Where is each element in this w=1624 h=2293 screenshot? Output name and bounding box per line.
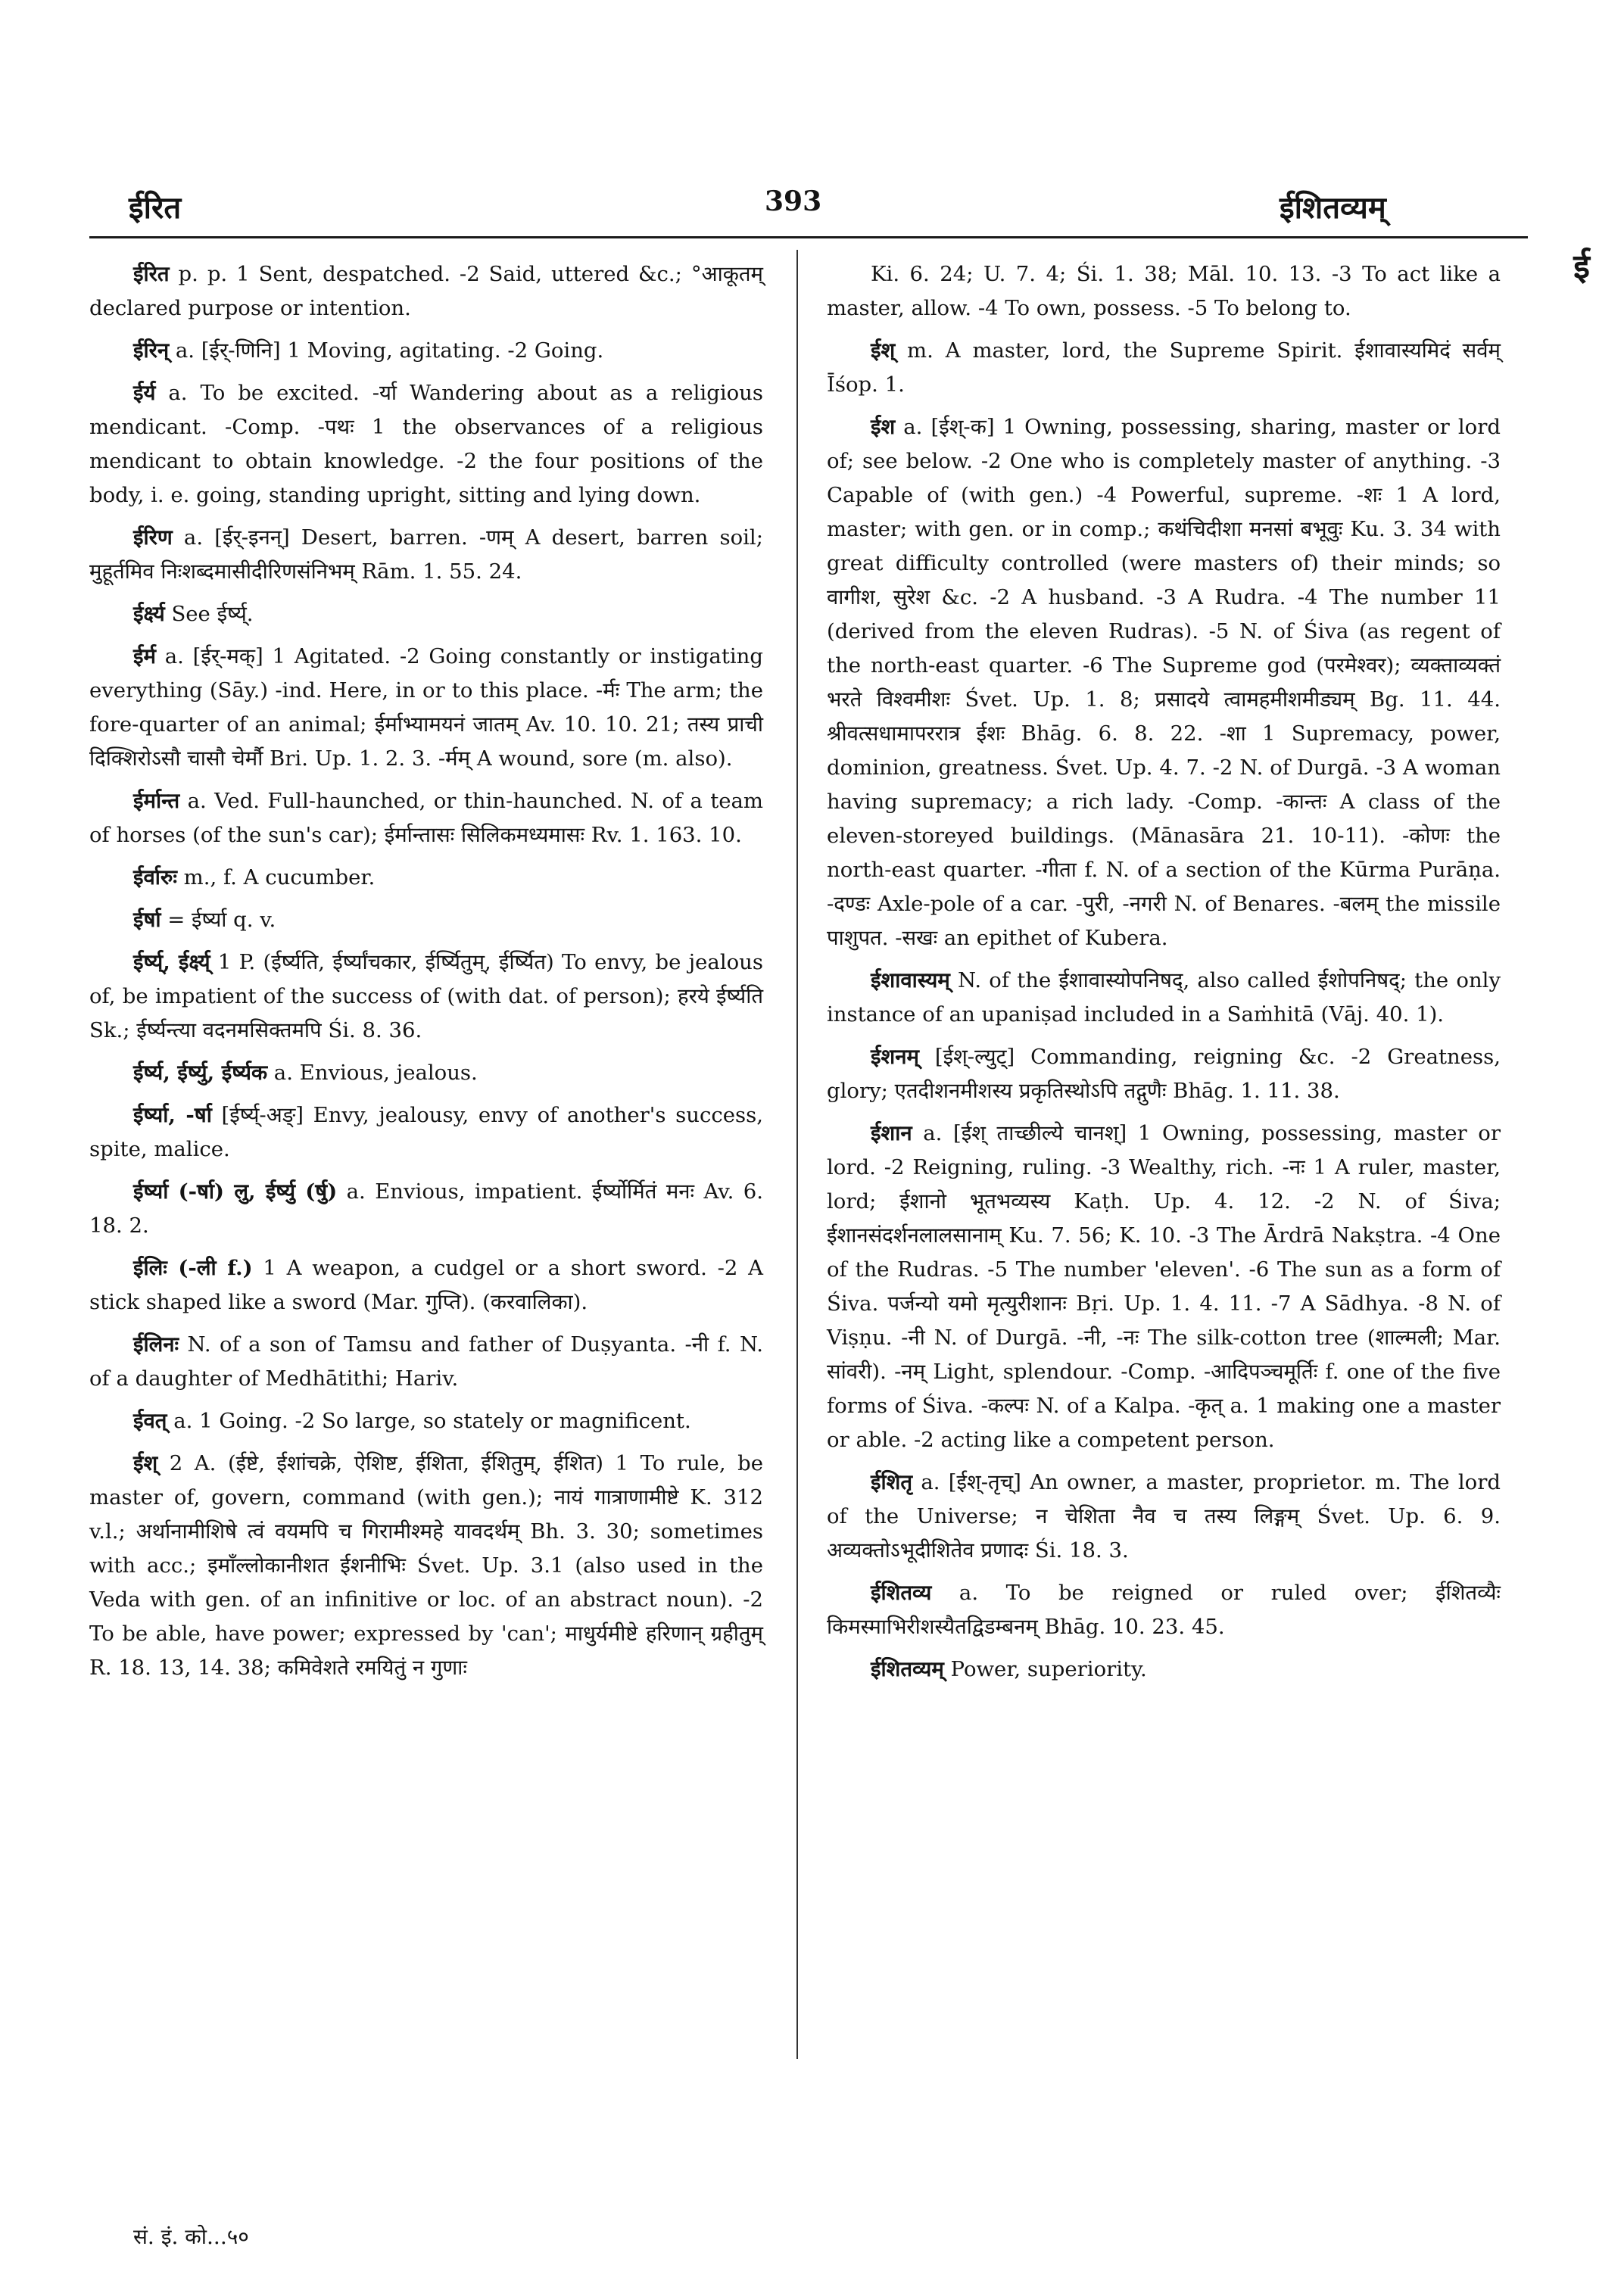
entry-definition: N. of the ईशावास्योपनिषद्, also called ईशोपनिषद्; the only instance of an upaniṣad included in a Saṁhitā (Vāj. 40. 1). (827, 968, 1501, 1027)
entry-headword: ईर्क्ष्य (133, 602, 165, 626)
entry-definition: m., f. A cucumber. (176, 865, 376, 889)
entry-definition: 1 A weapon, a cudgel or a short sword. -2 A stick shaped like a sword (Mar. गुप्ति). (करवालिका). (89, 1256, 763, 1314)
entry-definition: 1 P. (ईर्ष्यति, ईर्ष्यांचकार, ईर्ष्यितुम्, ईर्ष्यित) To envy, be jealous of, be impatient of the success of (with dat. of person); हरये ईर्ष्यति Sk.; ईर्ष्यन्त्या वदनमसिक्तमपि Śi. 8. 36. (89, 950, 763, 1042)
entry-headword: ईशान (871, 1121, 912, 1145)
entry-headword: ईर्वारुः (133, 865, 177, 889)
dictionary-entry (827, 1117, 1501, 1457)
entry-paragraph (827, 1466, 1501, 1568)
entry-headword: ईशितव्य (871, 1581, 932, 1605)
entry-headword: ईर्ष्य्, ईर्क्ष्य् (133, 950, 210, 974)
entry-paragraph (827, 257, 1501, 326)
dictionary-entry (89, 1328, 763, 1396)
entry-paragraph (89, 1404, 763, 1438)
dictionary-entry (89, 640, 763, 776)
entry-headword: ईशावास्यम् (871, 968, 950, 992)
dictionary-entry (89, 1251, 763, 1319)
entry-paragraph (827, 1040, 1501, 1108)
entry-definition: [ईश्-ल्युट्] Commanding, reigning &c. -2 Greatness, glory; एतदीशनमीशस्य प्रकृतिस्थोऽपि तद्गुणैः Bhāg. 1. 11. 38. (827, 1045, 1501, 1103)
dictionary-entry (89, 1175, 763, 1243)
entry-definition: See ईर्ष्य्. (164, 602, 254, 626)
entry-paragraph (89, 1098, 763, 1167)
dictionary-entry (827, 964, 1501, 1032)
entry-paragraph (89, 334, 763, 368)
entry-definition: Ki. 6. 24; U. 7. 4; Śi. 1. 38; Māl. 10. 13. -3 To act like a master, allow. -4 To own, possess. -5 To belong to. (827, 262, 1501, 320)
left-guide-word: ईरित (129, 190, 182, 226)
entry-paragraph (89, 946, 763, 1048)
entry-paragraph (827, 334, 1501, 402)
entry-definition: N. of a son of Tamsu and father of Duṣyanta. -नी f. N. of a daughter of Medhātithi; Hariv. (89, 1332, 763, 1391)
thumb-index-tab: ई (1573, 248, 1590, 286)
page-number: 393 (765, 185, 822, 217)
dictionary-entry (827, 1040, 1501, 1108)
entry-headword: ईरिन् (133, 338, 170, 363)
dictionary-entry (89, 861, 763, 895)
entry-headword: ईर्ष्य, ईर्ष्यु, ईर्ष्यक (133, 1061, 268, 1085)
entry-paragraph (89, 1251, 763, 1319)
entry-paragraph (89, 597, 763, 631)
entry-definition: = ईर्ष्या q. v. (161, 908, 276, 932)
dictionary-entry (89, 376, 763, 512)
entry-headword: ईशनम् (871, 1045, 919, 1069)
entry-paragraph (89, 861, 763, 895)
entry-definition: a. [ईश् ताच्छील्ये चानश्] 1 Owning, possessing, master or lord. -2 Reigning, ruling. -3 Wealthy, rich. -नः 1 A ruler, master, lord; ईशानो भूतभव्यस्य Kaṭh. Up. 4. 12. -2 N. of Śiva; ईशानसंदर्शनलालसानाम् Ku. 7. 56; K. 10. -3 The Ārdrā Nakṣtra. -4 One of the Rudras. -5 The number 'eleven'. -6 The sun as a form of Śiva. पर्जन्यो यमो मृत्युरीशानः Bṛi. Up. 1. 4. 11. -7 A Sādhya. -8 N. of Viṣṇu. -नी N. of Durgā. -नी, -नः The silk-cotton tree (शाल्मली; Mar. सांवरी). -नम् Light, splendour. -Comp. -आदिपञ्चमूर्तिः f. one of the five forms of Śiva. -कल्पः N. of a Kalpa. -कृत् a. 1 making one a master or able. -2 acting like a competent person. (827, 1121, 1501, 1452)
entry-definition: a. [ईर्-इनन्] Desert, barren. -णम् A desert, barren soil; मुहूर्तमिव निःशब्दमासीदीरिणसंनिभम् Rām. 1. 55. 24. (89, 525, 763, 584)
entry-definition: a. [ईर्-मक्] 1 Agitated. -2 Going constantly or instigating everything (Sāy.) -ind. Here, in or to this place. -र्मः The arm; the fore-quarter of an animal; ईर्माभ्यामयनं जातम् Av. 10. 10. 21; तस्य प्राची दिक्शिरोऽसौ चासौ चेर्मौ Bri. Up. 1. 2. 3. -र्मम् A wound, sore (m. also). (89, 644, 763, 771)
entry-definition: a. [ईर्-णिनि] 1 Moving, agitating. -2 Going. (169, 338, 604, 363)
dictionary-entry (89, 1447, 763, 1685)
entry-paragraph (89, 1447, 763, 1685)
entry-paragraph (89, 903, 763, 937)
entry-headword: ईवत् (133, 1409, 167, 1433)
entry-headword: ईश् (871, 338, 896, 363)
entry-definition: a. [ईश्-क] 1 Owning, possessing, sharing, master or lord of; see below. -2 One who is completely master of anything. -3 Capable of (with gen.) -4 Powerful, supreme. -शः 1 A lord, master; with gen. or in comp.; कथंचिदीशा मनसां बभूवुः Ku. 3. 34 with great difficulty controlled (were masters of) their minds; so वागीश, सुरेश &c. -2 A husband. -3 A Rudra. -4 The number 11 (derived from the eleven Rudras). -5 N. of Śiva (as regent of the north-east quarter. -6 The Supreme god (परमेश्वर); व्यक्ताव्यक्तं भरते विश्वमीशः Śvet. Up. 1. 8; प्रसादये त्वामहमीशमीड्यम् Bg. 11. 44. श्रीवत्सधामापररात्र ईशः Bhāg. 6. 8. 22. -शा 1 Supremacy, power, dominion, greatness. Śvet. Up. 4. 7. -2 N. of Durgā. -3 A woman having supremacy; a rich lady. -Comp. -कान्तः A class of the eleven-storeyed buildings. (Mānasāra 21. 10-11). -कोणः the north-east quarter. -गीता f. N. of a section of the Kūrma Purāṇa. -दण्डः Axle-pole of a car. -पुरी, -नगरी N. of Benares. -बलम् the missile पाशुपत. -सखः an epithet of Kubera. (827, 415, 1501, 950)
dictionary-entry (89, 257, 763, 326)
entry-paragraph (827, 1576, 1501, 1644)
entry-definition: a. Ved. Full-haunched, or thin-haunched. N. of a team of horses (of the sun's car); ईर्मान्तासः सिलिकमध्यमासः Rv. 1. 163. 10. (89, 789, 763, 847)
entry-definition: a. To be reigned or ruled over; ईशितव्यैः किमस्माभिरीशस्यैतद्विडम्बनम् Bhāg. 10. 23. 45. (827, 1581, 1501, 1639)
entry-definition: a. 1 Going. -2 So large, so stately or magnificent. (167, 1409, 691, 1433)
entry-headword: ईश् (133, 1451, 158, 1475)
entry-paragraph (89, 521, 763, 589)
signature-mark: सं. इं. को...५० (133, 2224, 249, 2249)
entry-headword: ईरिण (133, 525, 173, 550)
entry-headword: ईर्ष्या (-र्षा) लु, ईर्ष्यु (र्षु) (133, 1179, 338, 1204)
dictionary-entry (827, 410, 1501, 955)
entry-headword: ईशितृ (871, 1470, 912, 1494)
entry-definition: a. To be excited. -र्या Wandering about as a religious mendicant. -Comp. -पथः 1 the observances of a religious mendicant to obtain knowledge. -2 the four positions of the body, i. e. going, standing upright, sitting and lying down. (89, 381, 763, 507)
dictionary-entry (89, 1404, 763, 1438)
dictionary-entry (827, 1576, 1501, 1644)
entry-paragraph (89, 784, 763, 852)
entry-headword: ईर्य (133, 381, 156, 405)
entry-definition: p. p. 1 Sent, despatched. -2 Said, uttered &c.; °आकूतम् declared purpose or intention. (89, 262, 763, 320)
entry-headword: ईलिः (-ली f.) (133, 1256, 253, 1280)
entry-definition: a. [ईश्-तृच्] An owner, a master, proprietor. m. The lord of the Universe; न चेशिता नैव च तस्य लिङ्गम् Śvet. Up. 6. 9. अव्यक्तोऽभूदीशितेव प्रणादः Śi. 18. 3. (827, 1470, 1501, 1562)
entry-headword: ईरित (133, 262, 170, 286)
dictionary-entry (89, 1098, 763, 1167)
header-rule (89, 236, 1528, 238)
entry-paragraph (89, 1175, 763, 1243)
dictionary-entry (89, 334, 763, 368)
dictionary-entry (827, 334, 1501, 402)
entry-definition: 2 A. (ईष्टे, ईशांचक्रे, ऐशिष्ट, ईशिता, ईशितुम्, ईशित) 1 To rule, be master of, govern, command (with gen.); नायं गात्राणामीष्टे K. 312 v.l.; अर्थानामीशिषे त्वं वयमपि च गिरामीश्महे यावदर्थम् Bh. 3. 30; sometimes with acc.; इमाँल्लोकानीशत ईशनीभिः Śvet. Up. 3.1 (also used in the Veda with gen. of an infinitive or loc. of an abstract noun). -2 To be able, have power; expressed by 'can'; माधुर्यमीष्टे हरिणान् ग्रहीतुम् R. 18. 13, 14. 38; कमिवेशते रमयितुं न गुणाः (89, 1451, 763, 1680)
entry-headword: ईर्मान्त (133, 789, 180, 813)
entry-headword: ईर्षा (133, 908, 161, 932)
page-header (0, 0, 1624, 242)
entry-definition: Power, superiority. (943, 1657, 1147, 1681)
dictionary-entry (89, 784, 763, 852)
entry-headword: ईश (871, 415, 896, 439)
entry-paragraph (89, 640, 763, 776)
dictionary-entry (89, 1056, 763, 1090)
entry-paragraph (89, 257, 763, 326)
dictionary-entry (827, 1466, 1501, 1568)
entry-definition: a. Envious, impatient. ईर्ष्योर्मितं मनः Av. 6. 18. 2. (89, 1179, 763, 1238)
dictionary-entry (827, 257, 1501, 326)
entry-paragraph (89, 1328, 763, 1396)
column-divider (796, 250, 798, 2059)
dictionary-entry (89, 903, 763, 937)
entry-paragraph (827, 964, 1501, 1032)
entry-paragraph (827, 1117, 1501, 1457)
entry-definition: a. Envious, jealous. (267, 1061, 478, 1085)
entry-paragraph (89, 1056, 763, 1090)
entry-definition: [ईर्ष्य्-अङ्] Envy, jealousy, envy of another's success, spite, malice. (89, 1103, 763, 1161)
right-guide-word: ईशितव्यम् (1280, 190, 1386, 226)
entry-headword: ईशितव्यम् (871, 1657, 944, 1681)
left-column (89, 257, 763, 1693)
dictionary-entry (89, 521, 763, 589)
entry-paragraph (827, 410, 1501, 955)
dictionary-entry (89, 597, 763, 631)
entry-headword: ईर्ष्या, -र्षा (133, 1103, 212, 1127)
right-column (827, 257, 1501, 1695)
entry-paragraph (827, 1653, 1501, 1687)
entry-paragraph (89, 376, 763, 512)
dictionary-entry (827, 1653, 1501, 1687)
entry-definition: m. A master, lord, the Supreme Spirit. ईशावास्यमिदं सर्वम् Īśop. 1. (827, 338, 1501, 397)
entry-headword: ईलिनः (133, 1332, 179, 1357)
entry-headword: ईर्म (133, 644, 156, 668)
dictionary-entry (89, 946, 763, 1048)
